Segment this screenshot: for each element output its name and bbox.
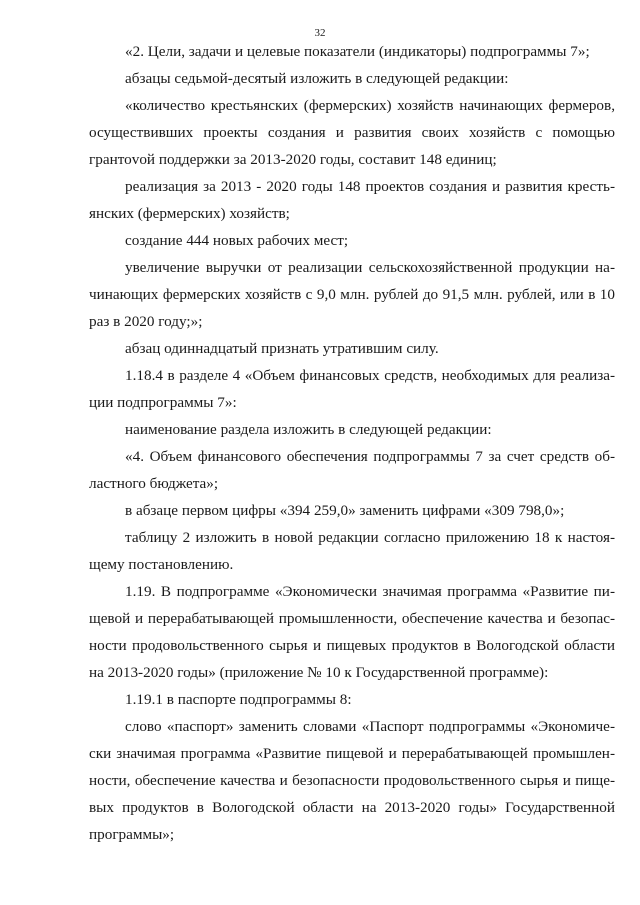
paragraph-passport-rename: слово «паспорт» заменить словами «Паспорт подпрограммы «Экономически значимая программа «Развитие пищевой и перерабатывающей промышленности, обеспечение качества и безопасности продовольственного сырья и пищевых продуктов в Вологодской области на 2013-2020 годы» Государственной программы»;	[89, 718, 615, 843]
paragraph-instruction: абзацы седьмой-десятый изложить в следующей редакции:	[125, 70, 509, 87]
paragraph-projects: реализация за 2013 - 2020 годы 148 проектов создания и развития крестьянских (фермерских) хозяйств;	[89, 178, 615, 222]
paragraph-figures-replace: в абзаце первом цифры «394 259,0» заменить цифрами «309 798,0»;	[125, 502, 565, 519]
paragraph-1-18-4: 1.18.4 в разделе 4 «Объем финансовых средств, необходимых для реализации подпрограммы 7»:	[89, 367, 615, 411]
paragraph-1-19-1: 1.19.1 в паспорте подпрограммы 8:	[125, 691, 352, 708]
document-body	[89, 38, 615, 848]
page-number: 32	[314, 27, 326, 39]
paragraph-table-2: таблицу 2 изложить в новой редакции согласно приложению 18 к настоящему постановлению.	[89, 529, 615, 573]
paragraph-farm-count: «количество крестьянских (фермерских) хозяйств начинающих фермеров, осуществивших проекты создания и развития своих хозяйств с помощью грантоvой поддержки за 2013-2020 годы, составит 148 единиц;	[89, 97, 615, 168]
paragraph-1-19: 1.19. В подпрограмме «Экономически значимая программа «Развитие пищевой и перерабатывающей промышленности, обеспечение качества и безопасности продовольственного сырья и пищевых продуктов в Вологодской области на 2013-2020 годы» (приложение № 10 к Государственной программе):	[89, 583, 615, 681]
paragraph-revenue: увеличение выручки от реализации сельскохозяйственной продукции начинающих фермерских хозяйств с 9,0 млн. рублей до 91,5 млн. рублей, или в 10 раз в 2020 году;»;	[89, 259, 615, 330]
paragraph-jobs: создание 444 новых рабочих мест;	[125, 232, 349, 249]
paragraph-section-title: «2. Цели, задачи и целевые показатели (индикаторы) подпрограммы 7»;	[125, 43, 590, 60]
paragraph-new-section-title: «4. Объем финансового обеспечения подпрограммы 7 за счет средств областного бюджета»;	[89, 448, 615, 492]
paragraph-repeal: абзац одиннадцатый признать утратившим силу.	[125, 340, 439, 357]
paragraph-section-name: наименование раздела изложить в следующей редакции:	[125, 421, 492, 438]
